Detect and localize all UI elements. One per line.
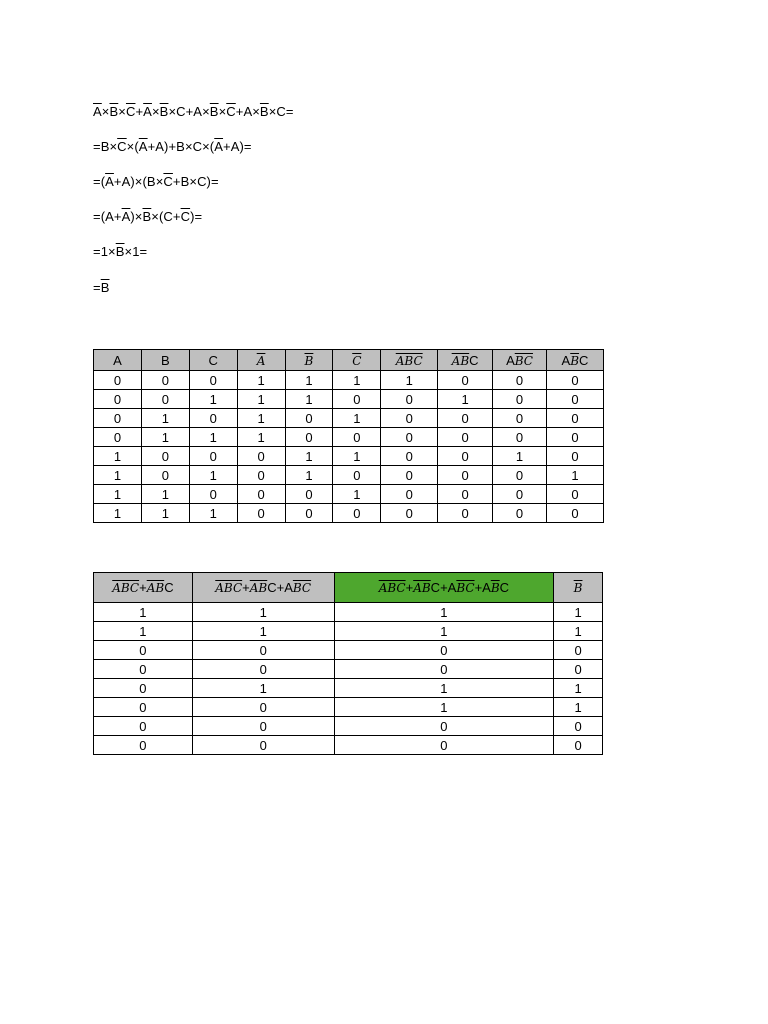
result-table-cell: 0 <box>94 698 193 717</box>
result-table-cell: 1 <box>334 679 554 698</box>
truth-table-cell: 0 <box>438 485 493 504</box>
truth-table-cell: 0 <box>493 409 547 428</box>
truth-table-row <box>94 428 604 447</box>
result-table-cell: 1 <box>334 698 554 717</box>
equation-token: × <box>109 139 118 154</box>
truth-table-cell: 1 <box>141 485 189 504</box>
result-table-cell: 0 <box>94 717 193 736</box>
truth-table-cell: 1 <box>333 409 381 428</box>
col-a: A <box>94 350 142 371</box>
equation-token: $\overline{B}$ <box>109 104 119 119</box>
truth-table-row <box>94 409 604 428</box>
result-table-cell: 0 <box>334 717 554 736</box>
result-table-cell: 1 <box>554 622 603 641</box>
equation-token: × <box>118 104 126 119</box>
equation-token: $\overline{C}$ <box>163 174 173 189</box>
truth-table-cell: 0 <box>237 466 285 485</box>
equation-token: $\overline{A}$ <box>105 174 114 189</box>
result-table-cell: 0 <box>192 736 334 755</box>
equation-token: =B <box>93 139 110 154</box>
col-anbc: $A\overline{B}C$ <box>546 350 603 371</box>
result-table-header <box>94 573 603 603</box>
equation-token: $\overline{A}$ <box>138 139 148 154</box>
truth-table-cell: 0 <box>237 447 285 466</box>
truth-table-cell: 0 <box>381 466 438 485</box>
equation-token: ×C= <box>268 104 294 119</box>
truth-table-cell: 1 <box>141 504 189 523</box>
truth-table-cell: 0 <box>546 428 603 447</box>
equation-token: × <box>101 104 110 119</box>
result-table-cell: 0 <box>334 660 554 679</box>
truth-table-row <box>94 447 604 466</box>
equation-line <box>93 280 109 295</box>
equation-token: +A)×(B <box>113 174 156 189</box>
truth-table-cell: 1 <box>237 390 285 409</box>
truth-table-cell: 1 <box>94 466 142 485</box>
truth-table-row <box>94 390 604 409</box>
equation-token: $\overline{B}$ <box>142 209 152 224</box>
result-table-cell: 0 <box>94 641 193 660</box>
truth-table-cell: 0 <box>94 390 142 409</box>
truth-table-cell: 1 <box>285 371 333 390</box>
truth-table-cell: 0 <box>546 390 603 409</box>
col-b: B <box>141 350 189 371</box>
result-table-row <box>94 679 603 698</box>
truth-table-cell: 0 <box>141 447 189 466</box>
equation-line <box>93 209 202 224</box>
result-table-cell: 0 <box>192 717 334 736</box>
result-table-cell: 1 <box>94 622 193 641</box>
equation-line <box>93 139 252 154</box>
truth-table-row <box>94 485 604 504</box>
equation-token: $\overline{B}$ <box>209 104 219 119</box>
result-table-cell: 1 <box>192 679 334 698</box>
result-table-cell: 0 <box>334 641 554 660</box>
equation-token: $\overline{C}$ <box>180 209 191 224</box>
truth-table-cell: 0 <box>546 447 603 466</box>
equation-token: +A)+B <box>147 139 185 154</box>
truth-table-cell: 0 <box>285 409 333 428</box>
truth-table-cell: 0 <box>381 485 438 504</box>
truth-table-cell: 1 <box>333 485 381 504</box>
truth-table-cell: 1 <box>438 390 493 409</box>
result-table-cell: 1 <box>554 679 603 698</box>
truth-table-cell: 0 <box>493 371 547 390</box>
truth-table-cell: 0 <box>493 485 547 504</box>
result-table-cell: 1 <box>192 603 334 622</box>
truth-table-cell: 0 <box>381 428 438 447</box>
truth-table-cell: 0 <box>94 428 142 447</box>
truth-table-cell: 0 <box>438 428 493 447</box>
truth-table-cell: 0 <box>333 466 381 485</box>
col-anbnc: $A\overline{BC}$ <box>493 350 547 371</box>
result-table-row <box>94 641 603 660</box>
result-table-cell: 0 <box>94 660 193 679</box>
truth-table-cell: 1 <box>189 428 237 447</box>
col-nanbnc: $\overline{ABC}$ <box>381 350 438 371</box>
equation-line <box>93 104 294 119</box>
truth-table-cell: 0 <box>381 504 438 523</box>
truth-table-cell: 1 <box>333 371 381 390</box>
result-table-row <box>94 698 603 717</box>
result-table-cell: 0 <box>94 679 193 698</box>
truth-table-cell: 0 <box>285 504 333 523</box>
result-table-row <box>94 736 603 755</box>
result-table-cell: 0 <box>192 641 334 660</box>
truth-table-cell: 0 <box>381 390 438 409</box>
truth-table-cell: 0 <box>381 409 438 428</box>
truth-table-cell: 0 <box>438 504 493 523</box>
truth-table-cell: 0 <box>438 371 493 390</box>
truth-table-cell: 1 <box>141 428 189 447</box>
equation-token: +B <box>172 174 190 189</box>
truth-table-cell: 1 <box>189 466 237 485</box>
col-sum3: $\overline{ABC}+\overline{AB}C+A\overline{BC}$ <box>192 573 334 603</box>
equation-token: $\overline{C}$ <box>117 139 127 154</box>
result-table-cell: 0 <box>334 736 554 755</box>
result-table-cell: 0 <box>192 698 334 717</box>
equation-token: × <box>218 104 227 119</box>
truth-table-cell: 0 <box>438 447 493 466</box>
truth-table-cell: 0 <box>493 428 547 447</box>
result-table-cell: 0 <box>554 717 603 736</box>
truth-table-cell: 0 <box>546 371 603 390</box>
truth-table-cell: 0 <box>285 428 333 447</box>
col-c: C <box>189 350 237 371</box>
truth-table-cell: 0 <box>546 504 603 523</box>
truth-table-cell: 0 <box>493 466 547 485</box>
col-not-b: $\overline{B}$ <box>285 350 333 371</box>
equation-token: = <box>93 280 101 295</box>
truth-table-cell: 0 <box>546 409 603 428</box>
truth-table-cell: 0 <box>333 390 381 409</box>
result-table-row <box>94 717 603 736</box>
truth-table-cell: 1 <box>141 409 189 428</box>
truth-table-cell: 1 <box>285 390 333 409</box>
truth-table-cell: 0 <box>237 485 285 504</box>
result-table-row <box>94 622 603 641</box>
truth-table-cell: 0 <box>189 371 237 390</box>
truth-table-cell: 0 <box>333 428 381 447</box>
col-nanbc: $\overline{AB}C$ <box>438 350 493 371</box>
result-table-cell: 0 <box>554 641 603 660</box>
result-table-cell: 0 <box>554 660 603 679</box>
truth-table-cell: 1 <box>285 447 333 466</box>
equation-token: )× <box>130 209 143 224</box>
truth-table-cell: 1 <box>546 466 603 485</box>
truth-table-cell: 0 <box>333 504 381 523</box>
truth-table-cell: 0 <box>189 447 237 466</box>
equation-token: ×C×( <box>184 139 215 154</box>
equation-token: $\overline{B}$ <box>159 104 169 119</box>
result-table-cell: 1 <box>554 603 603 622</box>
truth-table-cell: 0 <box>237 504 285 523</box>
equation-token: $\overline{A}$ <box>214 139 224 154</box>
truth-table-cell: 0 <box>546 485 603 504</box>
equation-token: =(A+ <box>93 209 122 224</box>
truth-table-row <box>94 371 604 390</box>
truth-table-cell: 1 <box>94 504 142 523</box>
truth-table-cell: 1 <box>333 447 381 466</box>
equation-token: $\overline{B}$ <box>259 104 269 119</box>
equation-token: ×(C+ <box>151 209 181 224</box>
truth-table-cell: 0 <box>189 485 237 504</box>
result-table-cell: 0 <box>94 736 193 755</box>
equation-token: $\overline{A}$ <box>121 209 131 224</box>
truth-table-cell: 1 <box>237 371 285 390</box>
truth-table-cell: 1 <box>189 390 237 409</box>
truth-table-cell: 1 <box>285 466 333 485</box>
equation-token: ×( <box>126 139 139 154</box>
result-table-row <box>94 660 603 679</box>
equation-token: =1× <box>93 244 116 259</box>
result-table-cell: 1 <box>554 698 603 717</box>
truth-table-cell: 0 <box>438 466 493 485</box>
result-table-cell: 1 <box>94 603 193 622</box>
equation-token: $\overline{A}$ <box>93 104 102 119</box>
result-table-cell: 0 <box>192 660 334 679</box>
col-not-c: $\overline{C}$ <box>333 350 381 371</box>
truth-table-header <box>94 350 604 371</box>
equation-line <box>93 244 147 259</box>
col-not-b-result: $\overline{B}$ <box>554 573 603 603</box>
truth-table-cell: 0 <box>141 466 189 485</box>
equation-token: $\overline{C}$ <box>125 104 136 119</box>
truth-table-cell: 0 <box>285 485 333 504</box>
truth-table-cell: 0 <box>438 409 493 428</box>
col-not-a: $\overline{A}$ <box>237 350 285 371</box>
truth-table-row <box>94 504 604 523</box>
equation-token: × <box>155 174 164 189</box>
col-sum2: $\overline{ABC}+\overline{AB}C$ <box>94 573 193 603</box>
equation-token: $\overline{B}$ <box>100 280 110 295</box>
result-table-cell: 1 <box>334 622 554 641</box>
equation-token: ×C+A× <box>168 104 210 119</box>
truth-table-cell: 0 <box>141 371 189 390</box>
equation-token: +A× <box>235 104 260 119</box>
truth-table-cell: 1 <box>237 409 285 428</box>
result-table-cell: 1 <box>192 622 334 641</box>
equation-token: +A)= <box>223 139 252 154</box>
result-table <box>93 572 603 755</box>
col-sum4: $\overline{ABC}+\overline{AB}C+A\overline{BC}+A\overline{B}C$ <box>334 573 554 603</box>
equation-line <box>93 174 219 189</box>
truth-table-cell: 0 <box>189 409 237 428</box>
truth-table-cell: 1 <box>94 447 142 466</box>
truth-table-row <box>94 466 604 485</box>
truth-table-cell: 1 <box>189 504 237 523</box>
result-table-cell: 1 <box>334 603 554 622</box>
equation-token: =( <box>93 174 106 189</box>
equation-token: $\overline{B}$ <box>115 244 125 259</box>
equation-token: + <box>135 104 144 119</box>
result-table-row <box>94 603 603 622</box>
equation-token: ×C)= <box>189 174 219 189</box>
truth-table-cell: 0 <box>94 409 142 428</box>
truth-table-cell: 0 <box>94 371 142 390</box>
equation-token: × <box>151 104 160 119</box>
equation-token: $\overline{A}$ <box>143 104 152 119</box>
truth-table-cell: 0 <box>141 390 189 409</box>
equation-token: )= <box>190 209 203 224</box>
truth-table-cell: 0 <box>493 504 547 523</box>
truth-table-cell: 0 <box>493 390 547 409</box>
equation-token: $\overline{C}$ <box>226 104 236 119</box>
truth-table-cell: 1 <box>94 485 142 504</box>
truth-table <box>93 349 604 523</box>
equation-token: ×1= <box>124 244 148 259</box>
truth-table-cell: 1 <box>493 447 547 466</box>
truth-table-cell: 0 <box>381 447 438 466</box>
truth-table-cell: 1 <box>381 371 438 390</box>
truth-table-cell: 1 <box>237 428 285 447</box>
result-table-cell: 0 <box>554 736 603 755</box>
